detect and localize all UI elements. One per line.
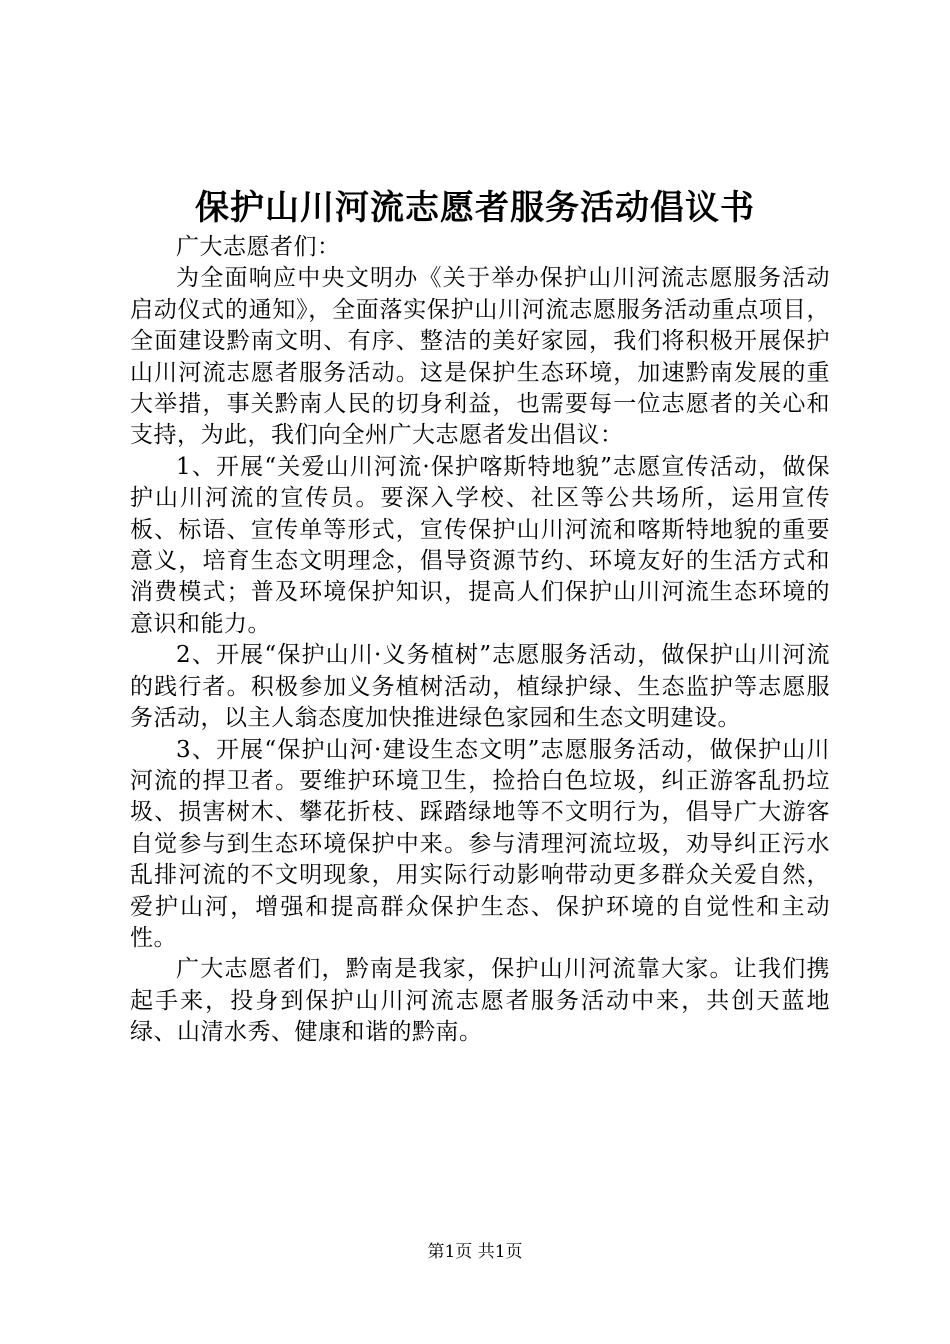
document-body [130, 232, 830, 1049]
page-footer: 第1页 共1页 [427, 1242, 523, 1262]
paragraph-item-2: 2、开展“保护山川·义务植树”志愿服务活动，做保护山川河流的践行者。积极参加义务植树活动，植绿护绿、生态监护等志愿服务活动，以主人翁态度加快推进绿色家园和生态文明建设。 [130, 642, 830, 732]
salutation: 广大志愿者们： [176, 234, 341, 260]
paragraph-item-3: 3、开展“保护山河·建设生态文明”志愿服务活动，做保护山川河流的捍卫者。要维护环境卫生，捡拾白色垃圾，纠正游客乱扔垃圾、损害树木、攀花折枝、踩踏绿地等不文明行为，倡导广大游客自觉参与到生态环境保护中来。参与清理河流垃圾，劝导纠正污水乱排河流的不文明现象，用实际行动影响带动更多群众关爱自然，爱护山河，增强和提高群众保护生态、保护环境的自觉性和主动性。 [130, 736, 830, 951]
document-title: 保护山川河流志愿者服务活动倡议书 [195, 188, 755, 228]
paragraph-intro: 为全面响应中央文明办《关于举办保护山川河流志愿服务活动启动仪式的通知》，全面落实保护山川河流志愿服务活动重点项目，全面建设黔南文明、有序、整洁的美好家园，我们将积极开展保护山川河流志愿者服务活动。这是保护生态环境，加速黔南发展的重大举措，事关黔南人民的切身利益，也需要每一位志愿者的关心和支持，为此，我们向全州广大志愿者发出倡议： [130, 265, 830, 449]
paragraph-closing: 广大志愿者们，黔南是我家，保护山川河流靠大家。让我们携起手来，投身到保护山川河流志愿者服务活动中来，共创天蓝地绿、山清水秀、健康和谐的黔南。 [130, 956, 830, 1046]
paragraph-item-1: 1、开展“关爱山川河流·保护喀斯特地貌”志愿宣传活动，做保护山川河流的宣传员。要深入学校、社区等公共场所，运用宣传板、标语、宣传单等形式，宣传保护山川河流和喀斯特地貌的重要意义，培育生态文明理念，倡导资源节约、环境友好的生活方式和消费模式；普及环境保护知识，提高人们保护山川河流生态环境的意识和能力。 [130, 453, 830, 637]
